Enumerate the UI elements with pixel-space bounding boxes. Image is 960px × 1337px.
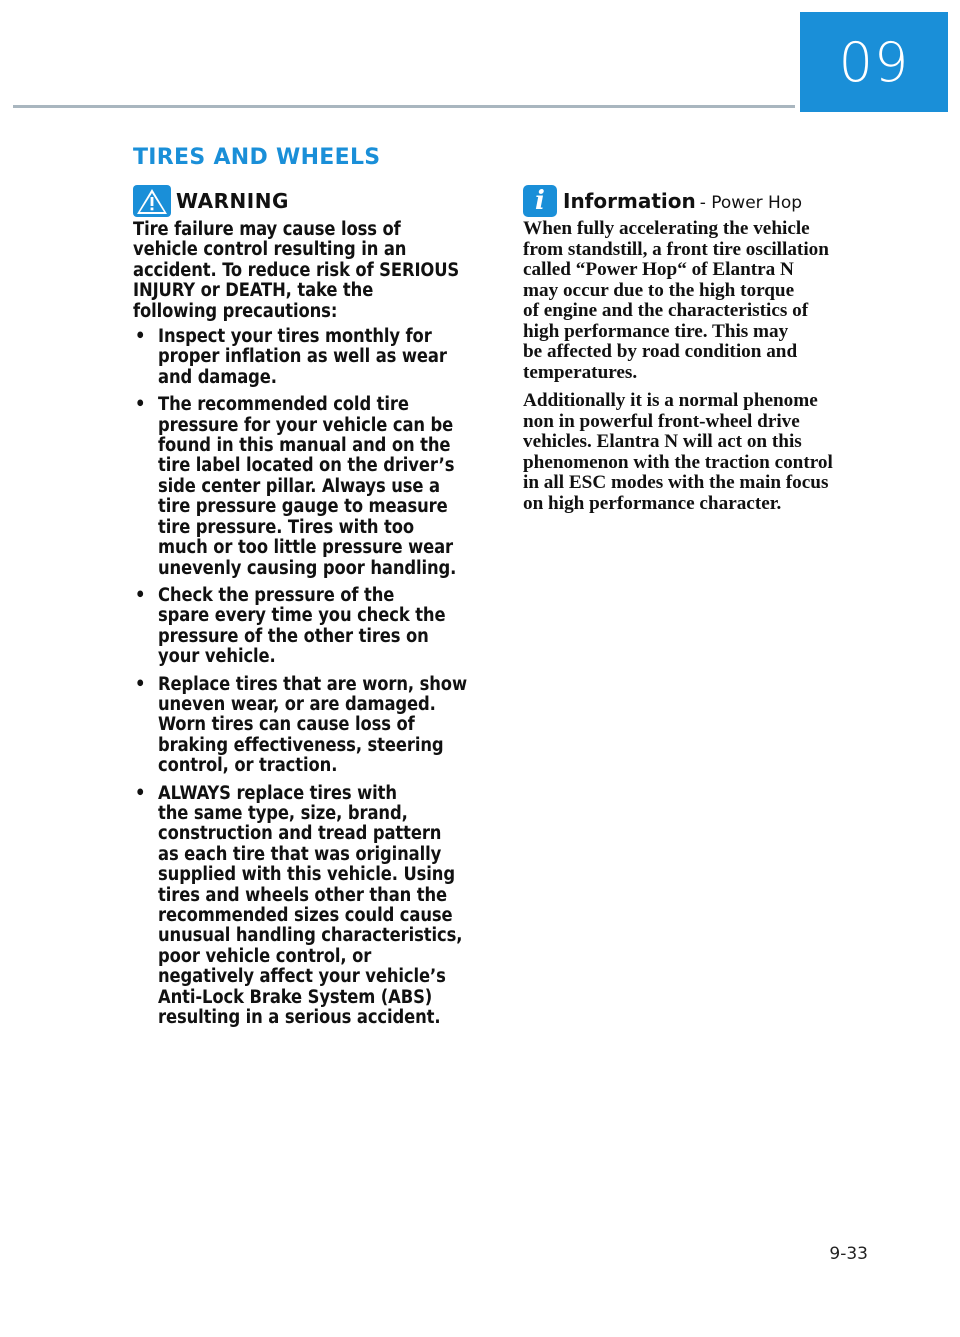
information-block — [523, 185, 873, 514]
warning-item: • Replace tires that are worn, show uneven wear, or are damaged. Worn tires can cause loss of braking effectiveness, steering control, or traction. — [135, 673, 467, 777]
information-paragraph: When fully accelerating the vehicle from standstill, a front tire oscillation called “Power Hop“ of Elantra N may occur due to the high torque of engine and the characteristics of high performance tire. This may be affected by road condition and temperatures. — [523, 218, 829, 383]
warning-header — [133, 185, 485, 217]
warning-triangle-icon — [133, 185, 171, 217]
warning-list — [133, 327, 485, 1028]
bullet: • — [135, 673, 146, 695]
warning-item: • Check the pressure of the spare every time you check the pressure of the other tires on your vehicle. — [135, 584, 446, 668]
page-number: 9-33 — [829, 1244, 868, 1264]
bullet: • — [135, 394, 146, 416]
warning-intro: Tire failure may cause loss of vehicle control resulting in an accident. To reduce risk of SERIOUS INJURY or DEATH, take the following precautions: — [133, 219, 460, 322]
chapter-tab: 09 — [800, 12, 948, 112]
information-paragraph: Additionally it is a normal phenome non in powerful front-wheel drive vehicles. Elantra N will act on this phenomenon with the traction control in all ESC modes with the main focus on high performance character. — [523, 390, 833, 514]
bullet: • — [135, 326, 146, 348]
info-icon: i — [523, 185, 557, 217]
warning-label: WARNING — [176, 189, 289, 213]
warning-item: • Inspect your tires monthly for proper inflation as well as wear and damage. — [135, 326, 447, 388]
warning-item: • ALWAYS replace tires with the same type, size, brand, construction and tread pattern as each tire that was originally supplied with this vehicle. Using tires and wheels other than the recommended sizes could cause unusual handling characteristics, poor vehicle control, or negatively affect your vehicle’s Anti-Lock Brake System (ABS) resulting in a serious accident. — [135, 782, 463, 1029]
information-subtitle: - Power Hop — [699, 193, 803, 213]
information-label: Information - Power Hop — [563, 189, 803, 213]
warning-block — [133, 185, 485, 1035]
bullet: • — [135, 584, 146, 606]
bullet: • — [135, 782, 146, 804]
information-header — [523, 185, 873, 217]
header-rule — [13, 105, 795, 108]
warning-item: • The recommended cold tire pressure for your vehicle can be found in this manual and on the tire label located on the driver’s side center pillar. Always use a tire pressure gauge to measure tire pressure. Tires with too much or too little pressure wear unevenly causing poor handling. — [135, 394, 457, 579]
section-title: TIRES AND WHEELS — [133, 145, 381, 170]
